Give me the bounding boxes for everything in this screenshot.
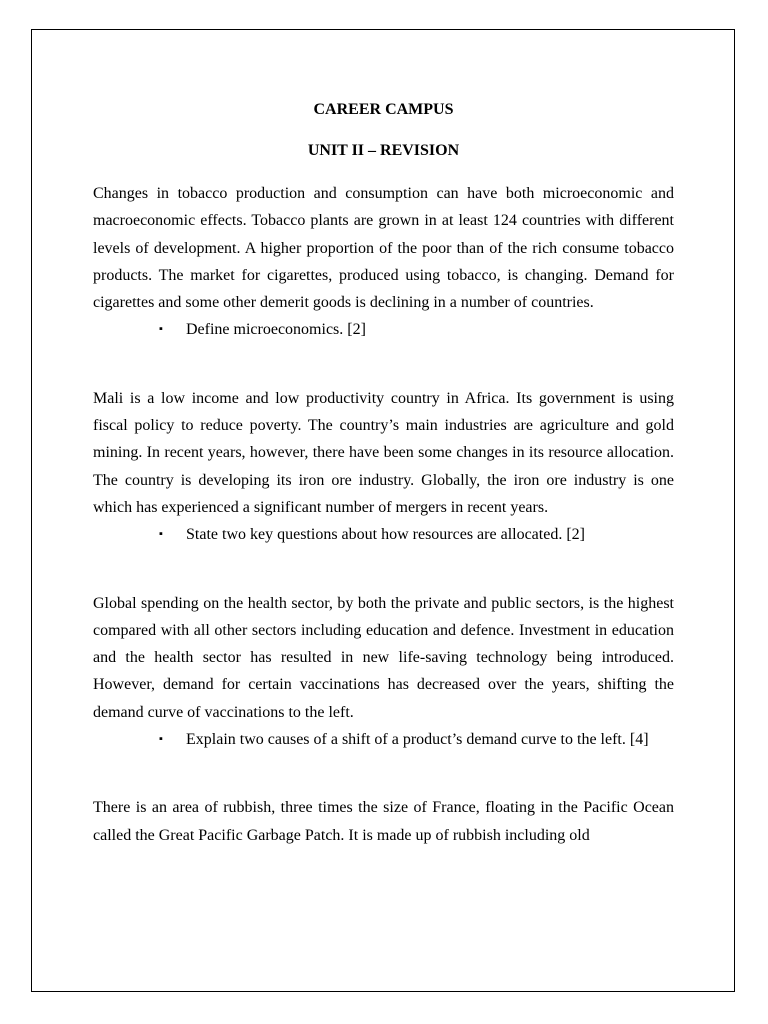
document-title: CAREER CAMPUS: [313, 101, 454, 118]
question-item: [159, 726, 674, 753]
bullet-icon: ▪: [159, 733, 163, 746]
paragraph-mali: Mali is a low income and low productivity country in Africa. Its government is using fiscal policy to reduce poverty. The country’s main industries are agriculture and gold mining. In recent years, however, there have been some changes in its resource allocation. The country is developing its iron ore industry. Globally, the iron ore industry is one which has experienced a significant number of mergers in recent years.: [93, 389, 674, 516]
document-subtitle: UNIT II – REVISION: [307, 142, 460, 159]
bullet-icon: ▪: [159, 528, 163, 541]
question-text: Define microeconomics. [2]: [186, 321, 366, 339]
paragraph-health: Global spending on the health sector, by both the private and public sectors, is the highest compared with all other sectors including education and defence. Investment in education and the health sector has resulted in new life-saving technology being introduced. However, demand for certain vaccinations has decreased over the years, shifting the demand curve of vaccinations to the left.: [93, 594, 674, 721]
paragraph-tobacco: Changes in tobacco production and consumption can have both microeconomic and macroeconomic effects. Tobacco plants are grown in at least 124 countries with different levels of development. A higher proportion of the poor than of the rich consume tobacco products. The market for cigarettes, produced using tobacco, is changing. Demand for cigarettes and some other demerit goods is declining in a number of countries.: [93, 185, 674, 312]
question-text: Explain two causes of a shift of a product’s demand curve to the left. [4]: [186, 731, 649, 749]
bullet-icon: ▪: [159, 323, 163, 336]
section-spacer: [93, 549, 674, 590]
question-text: State two key questions about how resources are allocated. [2]: [186, 526, 585, 544]
document-body: [93, 98, 674, 849]
question-item: [159, 316, 674, 343]
section-spacer: [93, 344, 674, 385]
paragraph-garbage: There is an area of rubbish, three times the size of France, floating in the Pacific Ocean called the Great Pacific Garbage Patch. It is made up of rubbish including old: [93, 799, 674, 844]
question-item: [159, 521, 674, 548]
section-spacer: [93, 753, 674, 794]
